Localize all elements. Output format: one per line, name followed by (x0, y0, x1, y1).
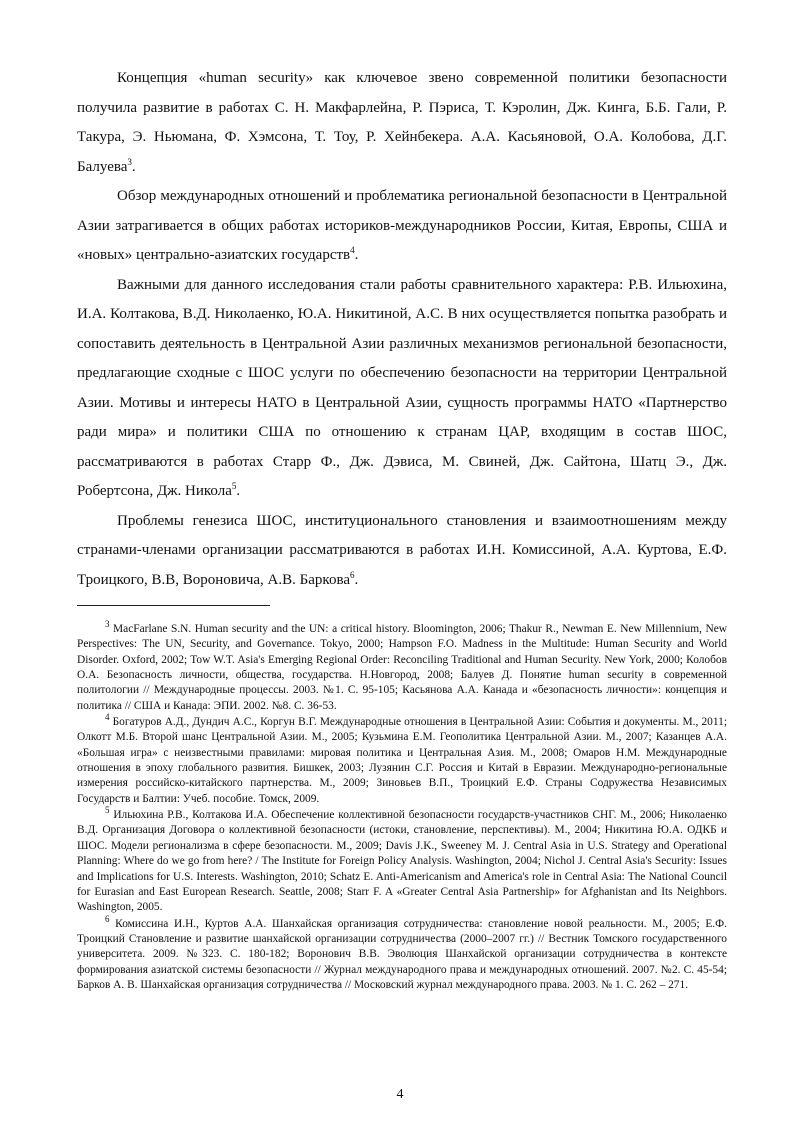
footnote-number: 6 (105, 913, 110, 924)
footnote-text: MacFarlane S.N. Human security and the UN: a critical history. Bloomington, 2006; Thakur R., Newman E. New Millennium, New Perspectives: The UN, Security, and Governance. Tokyo, 2000; Hampson F.O. Madness in the Multitude: Human Security and World Disorder. Oxford, 2002; Tow W.T. Asia's Emerging Regional Order: Reconciling Traditional and Human Security. New York, 2000; Колобов О.А. Безопасность личности, общества, государства. Н.Новгород, 2008; Балуев Д. Понятие human security в современной политологии // Международные процессы. 2003. №1. С. 95-105; Касьянова А.А. Канада и «безопасность личности»: концепция и политика // США и Канада: ЭПИ. 2002. №8. С. 36-53. (77, 623, 727, 712)
footnote-text: Богатуров А.Д., Дундич А.С., Коргун В.Г. Международные отношения в Центральной Азии: События и документы. М., 2011; Олкотт М.Б. Второй шанс Центральной Азии. М., 2005; Кузьмина Е.М. Геополитика Центральной Азии. М., 2007; Казанцев А.А. «Большая игра» с неизвестными правилами: мировая политика и Центральная Азия. М., 2008; Омаров Н.М. Международные отношения в эпоху глобального развития. Бишкек, 2003; Лузянин С.Г. Россия и Китай в Евразии. Международно-региональные измерения российско-китайского партнерства. М., 2009; Зиновьев В.П., Троицкий Е.Ф. Страны Содружества Независимых Государств и Балтии: Учеб. пособие. Томск, 2009. (77, 716, 727, 805)
footnote-separator (77, 605, 270, 606)
paragraph-end: . (236, 483, 241, 499)
footnote (77, 619, 727, 714)
footnote-text: Комиссина И.Н., Куртов А.А. Шанхайская организация сотрудничества: становление новой реальности. М., 2005; Е.Ф. Троицкий Становление и развитие шанхайской организации сотрудничества (2000–2007 гг.) // Вестник Томского государственного университета. 2009. №323. С. 180-182; Воронович В.В. Эволюция Шанхайской организации сотрудничества в контексте формирования азиатской системы безопасности // Журнал международного права и международных отношений. 2007. №2. С. 45-54; Барков А. В. Шанхайская организация сотрудничества // Московский журнал международного права. 2003. № 1. С. 262 – 271. (77, 917, 727, 991)
paragraph-text: Концепция «human security» как ключевое звено современной политики безопасности получила развитие в работах С. Н. Макфарлейна, Р. Пэриса, Т. Кэролин, Дж. Кинга, Б.Б. Гали, Р. Такура, Э. Ньюмана, Ф. Хэмсона, Т. Тоу, Р. Хейнбекера. А.А. Касьяновой, О.А. Колобова, Д.Г. Балуева (77, 70, 727, 175)
paragraph-text: Важными для данного исследования стали работы сравнительного характера: Р.В. Ильюхина, И.А. Колтакова, В.Д. Николаенко, Ю.А. Никитиной, А.С. В них осуществляется попытка разобрать и сопоставить деятельность в Центральной Азии различных механизмов региональной безопасности, предлагающие сходные с ШОС услуги по обеспечению безопасности на территории Центральной Азии. Мотивы и интересы НАТО в Центральной Азии, сущность программы НАТО «Партнерство ради мира» и политики США по отношению к странам ЦАР, входящим в состав ШОС, рассматриваются в работах Старр Ф., Дж. Дэвиса, М. Свиней, Дж. Сайтона, Шатц Э., Дж. Робертсона, Дж. Никола (77, 276, 727, 499)
footnote-ref: 3 (127, 156, 132, 167)
footnote-ref: 4 (350, 245, 355, 255)
footnote (77, 712, 727, 807)
paragraph-text: Проблемы генезиса ШОС, институционального становления и взаимоотношениям между странами-членами организации рассматриваются в работах И.Н. Комиссиной, А.А. Куртова, Е.Ф. Троицкого, В.В, Вороновича, А.В. Баркова (77, 512, 727, 588)
paragraph (77, 507, 727, 596)
footnote-ref: 6 (349, 569, 355, 580)
page-number: 4 (396, 1087, 404, 1102)
footnote-number: 5 (105, 805, 110, 816)
footnotes (77, 619, 727, 993)
paragraph (77, 271, 727, 507)
paragraph-text: Обзор международных отношений и проблематика региональной безопасности в Центральной Азии затрагивается в общих работах историков-международников России, Китая, Европы, США и «новых» центрально-азиатских государств (77, 188, 727, 263)
footnote-ref: 5 (231, 481, 237, 491)
paragraph (77, 64, 727, 182)
footnote-text: Ильюхина Р.В., Колтакова И.А. Обеспечение коллективной безопасности государств-участников СНГ. М., 2006; Николаенко В.Д. Организация Договора о коллективной безопасности (истоки, становление, перспективы). М., 2004; Никитина Ю.А. ОДКБ и ШОС. Модели регионализма в сфере безопасности. М., 2009; Davis J.K., Sweeney M. J. Central Asia in U.S. Strategy and Operational Planning: Where do we go from here? / The Institute for Foreign Policy Analysis. Washington, 2004; Nichol J. Central Asia's Security: Issues and Implications for U.S. Interests. Washington, 2010; Schatz E. Anti-Americanism and America's role in Central Asia: The National Council for Eurasian and East European Research. Seattle, 2008; Starr F. A «Greater Central Asia Partnership» for Afghanistan and Its Neighbors. Washington, 2005. (77, 809, 727, 914)
footnote-number: 3 (105, 619, 110, 630)
main-text (77, 64, 727, 595)
paragraph-end: . (131, 158, 136, 175)
footnote-number: 4 (105, 712, 110, 723)
footnote (77, 913, 727, 994)
footnote (77, 805, 727, 915)
paragraph-end: . (354, 247, 359, 263)
paragraph (77, 182, 727, 271)
paragraph-end: . (354, 571, 359, 588)
